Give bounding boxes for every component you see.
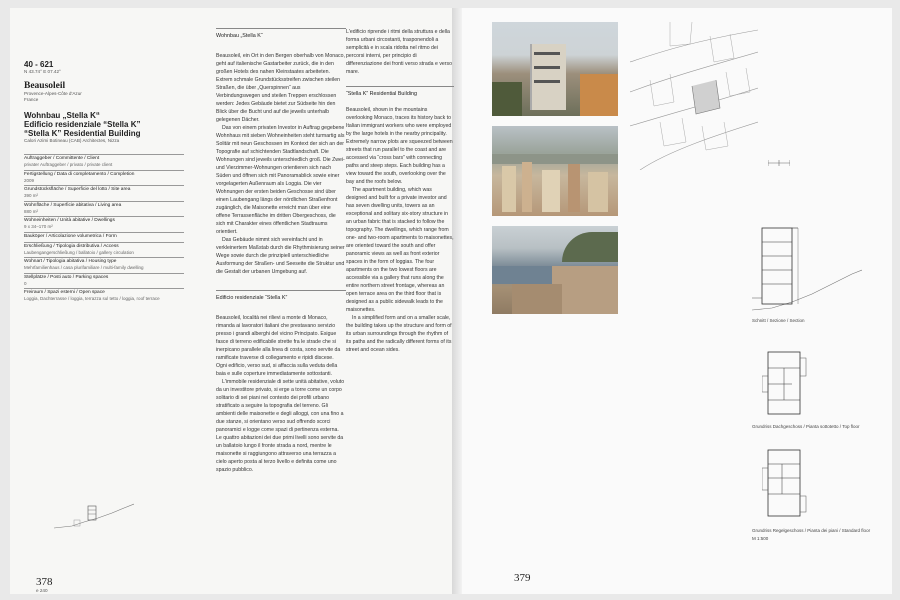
fact-item: Fertigstellung / Data di completamento / Completion 2009 [24,171,135,183]
paragraph: L'immobile residenziale di sette unità abitative, voluto da un investitore privato, si erge a torre come un corpo solitario di sei piani nel contesto dei profili urbano stratificato a seguire la topografia del terreno. Gli ambienti delle maisonette e degli alloggi, con una fino a due stanze, si orientano verso sud offrendo scorci panoramici e logge come spazi di pertinenza esterna. Le quattro abitazioni dei due primi livelli sono servite da un ballatoio lungo il fronte strada a nord, mentre le maisonette si raggiungono attraverso una terrazza a cielo aperto posta al terzo livello e definita come uno spazio pubblico. [216,379,345,473]
title-en: “Stella K” Residential Building [24,129,141,138]
text-column-english [346,28,454,354]
paragraph: Beausoleil, località nei rilievi a monte di Monaco, rimanda ai lavoratori italiani che prestavano servizio presso i grandi alberghi del vicino Principato. Esigue fasce di terreno edificabile strette fra le strade che si inerpicano parallele alla linea di costa, sono servite da ramificate traverse di collegamento e ripidi discese. Ogni edificio, verso sud, si affaccia sulla veduta della baia e sulle coperture immediatamente sottostanti. [216,315,341,377]
paragraph: Das Gebäude nimmt sich vereinfacht und in verkleinertem Maßstab durch die Rhythmisierung seiner Wege sowie durch die prinzipiell unterschiedliche Ausformung der Straßen- und Seeseite die Struktur und die Gestalt der urbanen Umgebung auf. [216,237,345,275]
photo-building-street [492,22,618,116]
region: Provence-Alpes-Côte d'Azur [24,91,82,96]
project-header [24,60,184,304]
site-section-sketch [54,496,134,532]
fact-item: Auftraggeber / Committente / Client privater Auftraggeber / privato / private client [24,156,113,167]
caption-standard-floor: Grundriss Regelgeschoss / Pianta dei piani / Standard floor [752,528,871,533]
site-plan-drawing [630,22,758,170]
heading-italian: Edificio residenziale “Stella K” [216,290,346,302]
title-it: Edificio residenziale “Stella K” [24,120,141,129]
paragraph: Beausoleil, ein Ort in den Bergen oberhalb von Monaco, geht auf italienische Gastarbeiter zurück, die in den großen Hotels des nahen Kleinstaates arbeiteten. Extrem schmale Grundstücksstreifen zwischen steilen Straßen, die über „Querspinnen“ aus Verbindungswegen und steilen Treppen erschlossen werden: Jedes Gebäude bietet zur Südseite hin den Blick über die Bucht und auf die jeweils unterhalb gelegenen Dächer. [216,53,345,123]
page-number-right: 379 [514,572,531,584]
fact-list [24,154,184,302]
page-sub-left: e 240 [36,588,48,593]
city-name: Beausoleil [24,81,66,91]
fact-item: Erschließung / Tipologia distributiva / Access Laubengangerschließung / ballatoio / gallery circulation [24,243,134,255]
fact-item: Wohneinheiten / Unità abitative / Dwellings 9 x 34–170 m² [24,218,115,229]
page-number-left: 378 [36,576,53,588]
project-number: 40 - 621 [24,60,54,69]
heading-german: Wohnbau „Stella K“ [216,28,346,40]
scale-bar [768,160,790,166]
section-drawing [752,224,862,316]
caption-top-floor: Grundriss Dachgeschoss / Pianta sottotetto / Top floor [752,424,860,429]
fact-item: Bauköper / Articolazione volumetrica / Form [24,233,117,239]
fact-item: Wohnart / Tipologia abitativa / Housing type Mehrfamilienhaus / casa plurifamiliare / multi-family dwelling [24,259,144,270]
paragraph: The apartment building, which was designed and built for a private investor and has seven dwelling units, towers as an exceptional and solitary six-story structure in an urban fabric that is stacked to follow the topography. The dwellings, which range from one- and two-room apartments to maisonettes, are oriented toward the south and offer panoramic views as well as front exterior spaces in the form of loggias. The four apartments on the two lowest floors are accessible via a gallery that runs along the entire northern street frontage, whereas an open terrace area on the third floor that is designed as a public sidewalk leads to the maisonettes. [346,187,454,313]
paragraph: Das von einem privaten Investor in Auftrag gegebene Wohnhaus mit sieben Wohneinheiten steht turmartig als Solitär mit neun Geschossen im Kontext der sich an der Topografie auf schichtenden Stadtlandschaft. Die Wohnungen sind jeweils unterschiedlich groß. Die Zwei- und Vierzimmer-Wohnungen orientieren sich nach Süden und öffnen sich mit Panoramablick sowie einer vorgelagerten Außenraum als Loggia. Die vier Wohnungen der ersten beiden Geschosse sind über einen Laubengang längs der nördlichen Straßenfront zugänglich, die Maisonette erreicht man über eine offene Terrassenfläche im dritten Obergeschoss, die sich mit Charakter eines öffentlichen Stadtraums orientiert. [216,125,345,235]
coordinates: N 43.74° E 07.42° [24,69,61,74]
fact-item: Wohnfläche / Superficie abitativa / Living area 880 m² [24,202,122,214]
text-column-german [216,28,346,474]
fact-item: Freiraum / Spazi esterni / Open space Loggia, Dachterrasse / loggia, terrazza sul tetto / loggia, roof terrace [24,290,160,301]
country: France [24,97,39,102]
paragraph: L'edificio riprende i ritmi della struttura e della forma urbani circostanti, trasponendoli a semplicità e in scala ridotta nel ritmo dei percorsi interni, per principio di differenziazione dei fronti verso strada e verso mare. [346,29,453,75]
title-de: Wohnbau „Stella K“ [24,111,100,120]
paragraph: Beausoleil, shown in the mountains overlooking Monaco, traces its history back to Italian immigrant workers who were employed by the large hotels in the nearby principality. Extremely narrow plots are squeezed between streets that run parallel to the coast and are accessed via “cross bars” with connecting paths and steep steps. Each building has a view toward the south, overlooking over the bay and the roofs below. [346,107,453,185]
standard-floor-plan [762,446,810,522]
architect: Calori Azimi Botineau (CAB) Architectes, Nizza [24,138,120,143]
photo-city-view [492,126,618,216]
top-floor-plan [762,348,810,420]
fact-item: Stellplätze / Posti auto / Parking spaces 0 [24,274,109,286]
title-block [24,111,184,138]
fact-item: Grundstücksfläche / Superficie del lotto / Site area 390 m² [24,187,131,198]
heading-english: “Stella K” Residential Building [346,86,454,98]
caption-section: Schnitt / Sezione / Section [752,318,805,323]
photo-coast-view [492,226,618,314]
paragraph: In a simplified form and on a smaller scale, the building takes up the structure and form of its urban surroundings through the rhythm of its paths and the radically different forms of its street and ocean sides. [346,315,452,353]
caption-scale: M 1:500 [752,536,769,541]
